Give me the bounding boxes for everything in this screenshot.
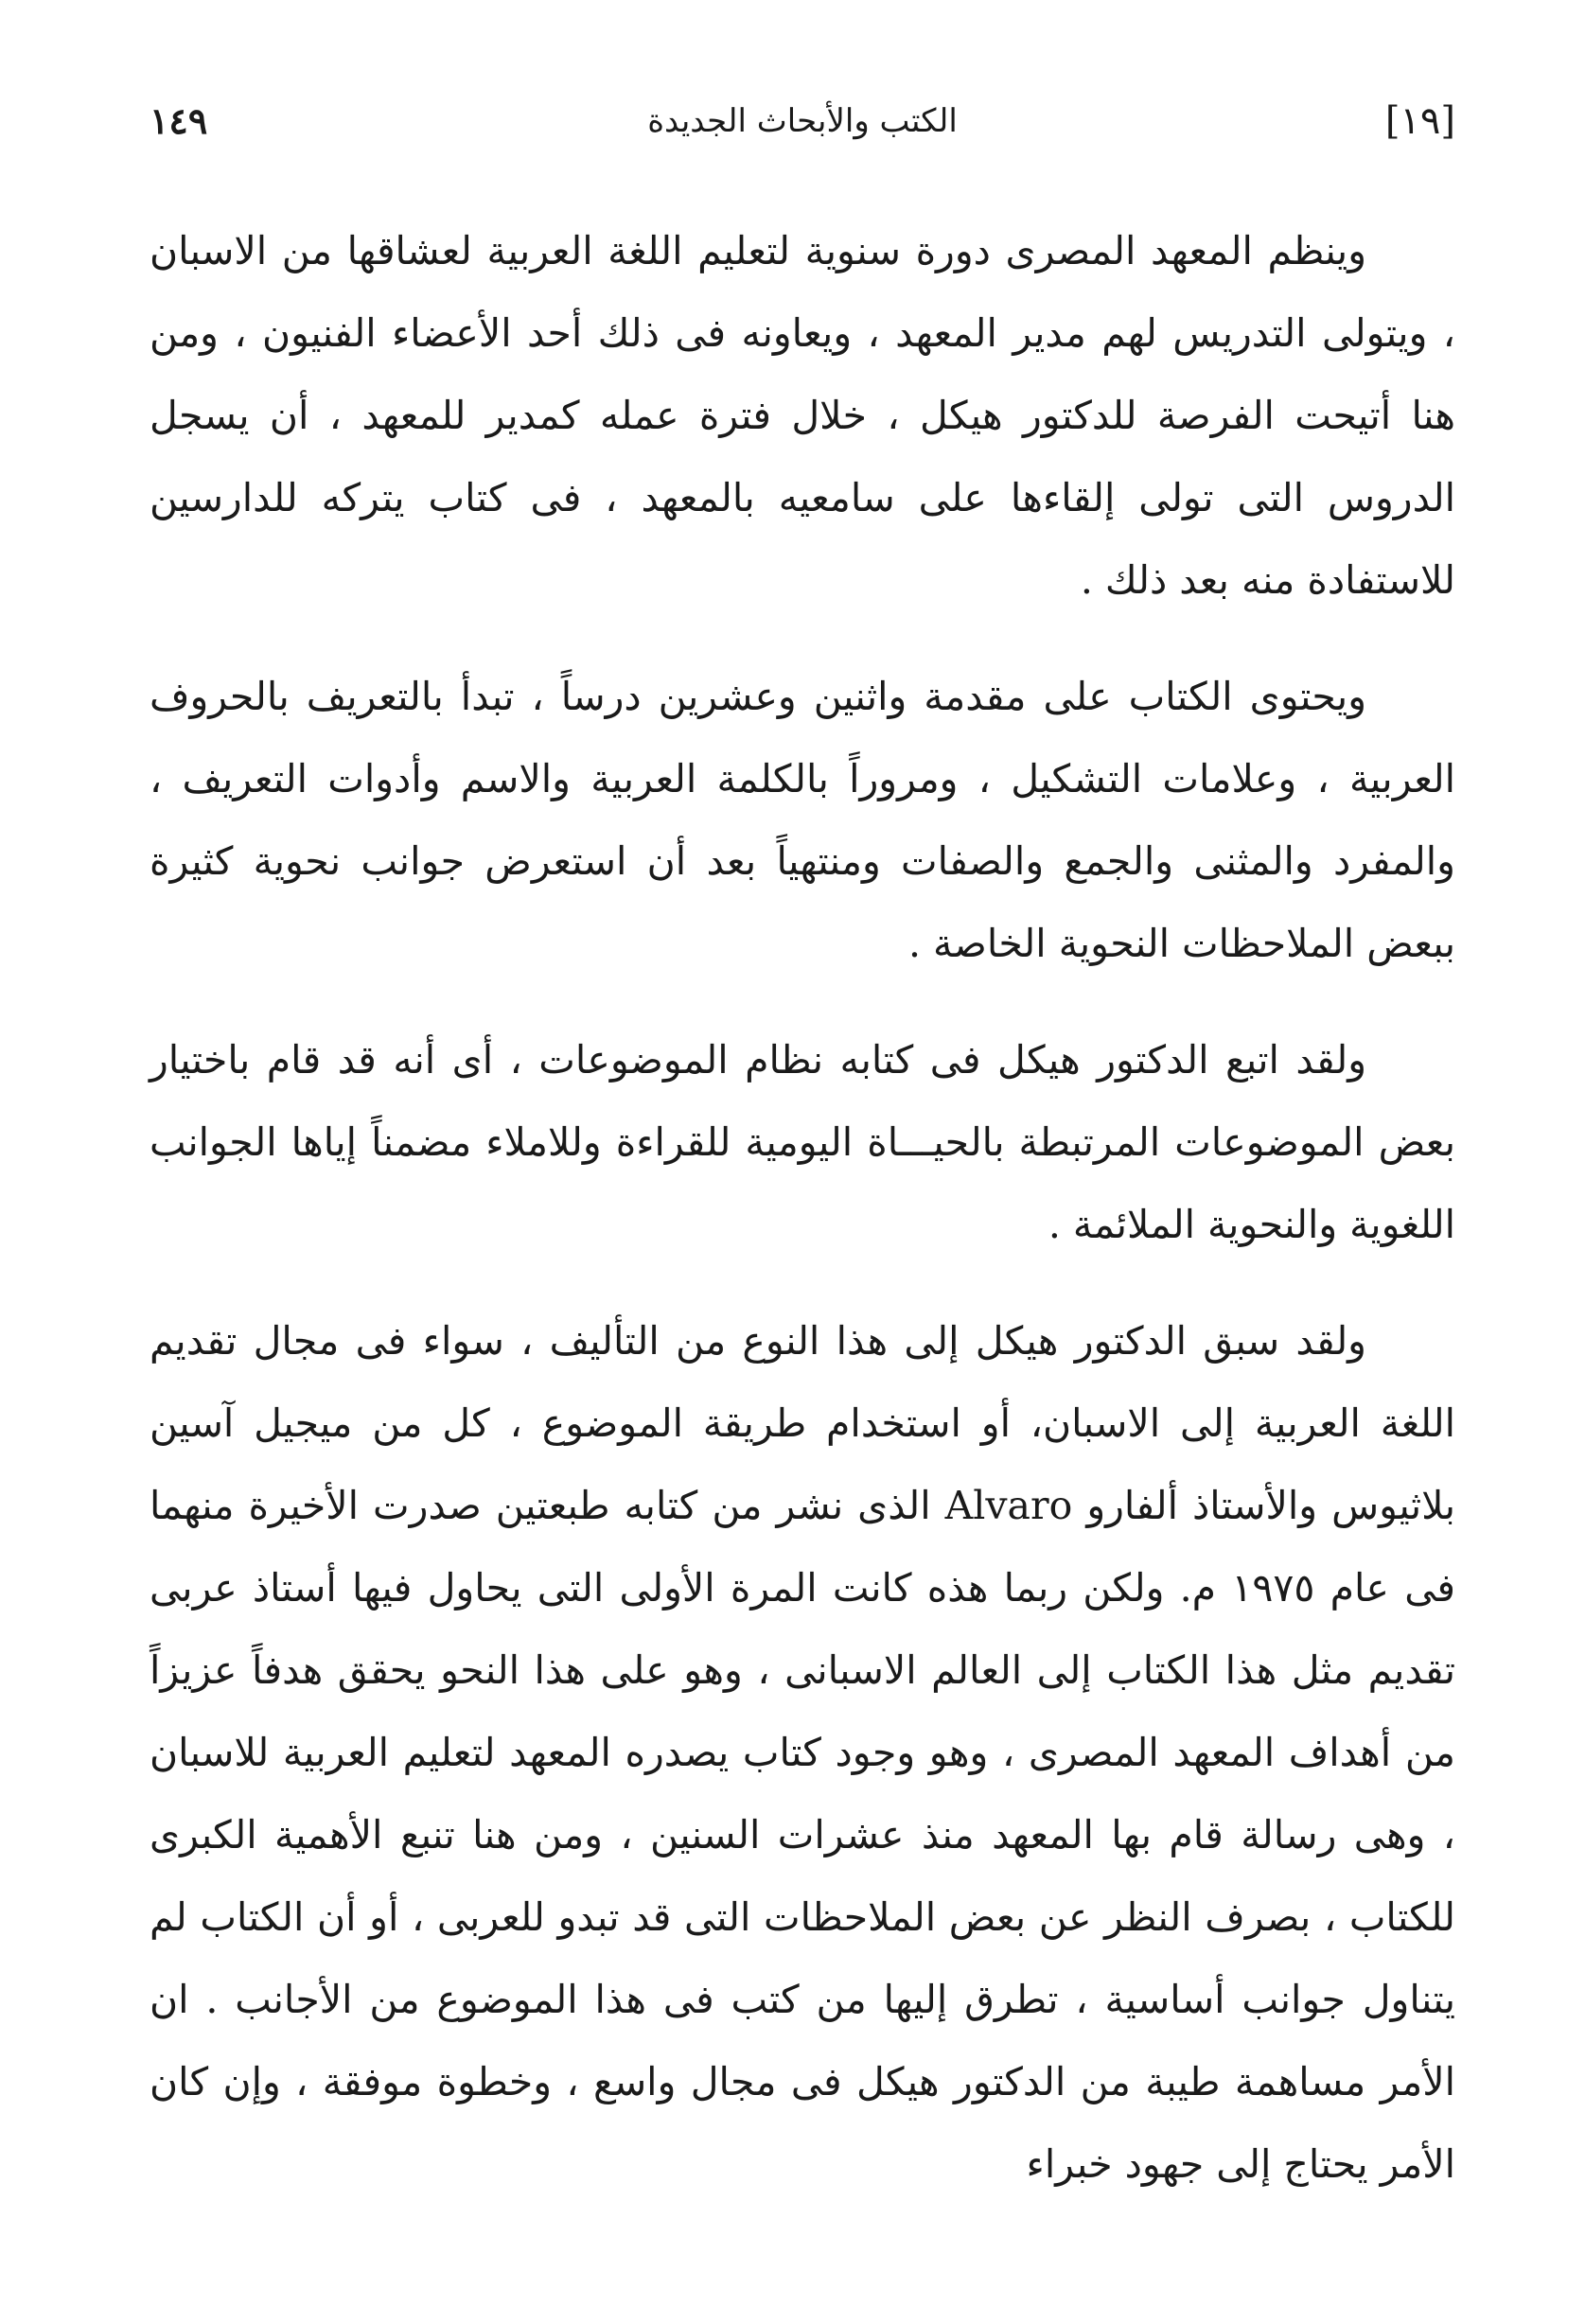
page-number: ١٤٩ <box>150 99 208 142</box>
running-header <box>150 93 1455 150</box>
body-text <box>150 210 1455 2206</box>
paragraph-1: وينظم المعهد المصرى دورة سنوية لتعليم اللغة العربية لعشاقها من الاسبان ، ويتولى التدريس لهم مدير المعهد ، ويعاونه فى ذلك أحد الأعضاء الفنيون ، ومن هنا أتيحت الفرصة للدكتور هيكل ، خلال فترة عمله كمدير للمعهد ، أن يسجل الدروس التى تولى إلقاءها على سامعيه بالمعهد ، فى كتاب يتركه للدارسين للاستفادة منه بعد ذلك . <box>150 228 1455 603</box>
running-title: الكتب والأبحاث الجديدة <box>647 102 958 140</box>
paragraph-3: ولقد اتبع الدكتور هيكل فى كتابه نظام الموضوعات ، أى أنه قد قام باختيار بعض الموضوعات المرتبطة بالحيـــاة اليومية للقراءة وللاملاء مضمناً إياها الجوانب اللغوية والنحوية الملائمة . <box>150 1037 1455 1247</box>
chapter-mark: [١٩] <box>1384 99 1455 143</box>
paragraph-4: ولقد سبق الدكتور هيكل إلى هذا النوع من التأليف ، سواء فى مجال تقديم اللغة العربية إلى الاسبان، أو استخدام طريقة الموضوع ، كل من ميجيل آسين بلاثيوس والأستاذ ألفارو Alvaro الذى نشر من كتابه طبعتين صدرت الأخيرة منهما فى عام ١٩٧٥ م. ولكن ربما هذه كانت المرة الأولى التى يحاول فيها أستاذ عربى تقديم مثل هذا الكتاب إلى العالم الاسبانى ، وهو على هذا النحو يحقق هدفاً عزيزاً من أهداف المعهد المصرى ، وهو وجود كتاب يصدره المعهد لتعليم العربية للاسبان ، وهى رسالة قام بها المعهد منذ عشرات السنين ، ومن هنا تنبع الأهمية الكبرى للكتاب ، بصرف النظر عن بعض الملاحظات التى قد تبدو للعربى ، أو أن الكتاب لم يتناول جوانب أساسية ، تطرق إليها من كتب فى هذا الموضوع من الأجانب . ان الأمر مساهمة طيبة من الدكتور هيكل فى مجال واسع ، وخطوة موفقة ، وإن كان الأمر يحتاج إلى جهود خبراء <box>150 1318 1455 2187</box>
paragraph-2: ويحتوى الكتاب على مقدمة واثنين وعشرين درساً ، تبدأ بالتعريف بالحروف العربية ، وعلامات التشكيل ، ومروراً بالكلمة العربية والاسم وأدوات التعريف ، والمفرد والمثنى والجمع والصفات ومنتهياً بعد أن استعرض جوانب نحوية كثيرة ببعض الملاحظات النحوية الخاصة . <box>150 674 1455 966</box>
